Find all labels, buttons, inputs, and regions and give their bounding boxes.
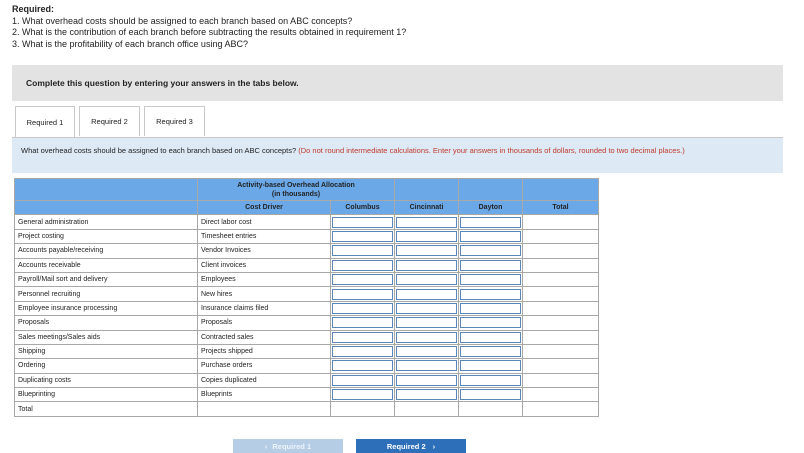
cost-driver-cell: Purchase orders (198, 359, 331, 373)
dayton-input[interactable] (460, 274, 521, 285)
cincinnati-cell (395, 229, 459, 243)
columbus-cell (331, 287, 395, 301)
requirement-item-3: 3. What is the profitability of each branch office using ABC? (12, 38, 248, 49)
dayton-cell (459, 215, 523, 229)
table-row (15, 373, 599, 387)
table-row (15, 215, 599, 229)
cost-driver-cell: Client invoices (198, 258, 331, 272)
total-dayton-cell (459, 402, 523, 416)
cincinnati-input[interactable] (396, 389, 457, 400)
requirement-item-2: 2. What is the contribution of each branch before subtracting the results obtained in requirement 1? (12, 27, 407, 37)
dayton-cell (459, 301, 523, 315)
table-title-line2: (in thousands) (271, 190, 321, 198)
cincinnati-input[interactable] (396, 360, 457, 371)
cost-driver-cell: New hires (198, 287, 331, 301)
cost-driver-cell: Insurance claims filed (198, 301, 331, 315)
row-total-cell (523, 244, 599, 258)
columbus-cell (331, 359, 395, 373)
columbus-input[interactable] (332, 245, 393, 256)
previous-button-label: Required 1 (272, 441, 312, 451)
dayton-input[interactable] (460, 360, 521, 371)
columbus-input[interactable] (332, 360, 393, 371)
columbus-cell (331, 330, 395, 344)
columbus-input[interactable] (332, 274, 393, 285)
columbus-input[interactable] (332, 289, 393, 300)
dayton-input[interactable] (460, 375, 521, 386)
total-row (15, 402, 599, 416)
total-cincinnati-cell (395, 402, 459, 416)
row-total-cell (523, 215, 599, 229)
chevron-left-icon: ‹ (264, 441, 268, 451)
tab-required-2[interactable] (79, 106, 140, 136)
dayton-cell (459, 330, 523, 344)
cincinnati-cell (395, 287, 459, 301)
total-total-cell (523, 402, 599, 416)
cincinnati-cell (395, 359, 459, 373)
columbus-input[interactable] (332, 375, 393, 386)
activity-cell: Employee insurance processing (15, 301, 198, 315)
cost-driver-cell: Direct labor cost (198, 215, 331, 229)
row-total-cell (523, 287, 599, 301)
chevron-right-icon: › (432, 441, 436, 451)
cincinnati-cell (395, 258, 459, 272)
cincinnati-cell (395, 373, 459, 387)
dayton-input[interactable] (460, 260, 521, 271)
table-row (15, 344, 599, 358)
activity-cell: Ordering (15, 359, 198, 373)
columbus-cell (331, 272, 395, 286)
instruction-banner: Complete this question by entering your answers in the tabs below. (12, 65, 783, 101)
cost-driver-cell: Copies duplicated (198, 373, 331, 387)
cincinnati-cell (395, 344, 459, 358)
activity-cell: Shipping (15, 344, 198, 358)
cincinnati-input[interactable] (396, 346, 457, 357)
total-row-driver (198, 402, 331, 416)
dayton-input[interactable] (460, 332, 521, 343)
question-text: What overhead costs should be assigned to each branch based on ABC concepts? (21, 146, 299, 155)
table-title-line1: Activity-based Overhead Allocation (237, 181, 355, 189)
cincinnati-cell (395, 215, 459, 229)
header-blank (523, 179, 599, 201)
activity-cell: Accounts payable/receiving (15, 244, 198, 258)
columbus-cell (331, 258, 395, 272)
cincinnati-input[interactable] (396, 332, 457, 343)
dayton-cell (459, 287, 523, 301)
next-required-button[interactable] (356, 439, 466, 453)
cincinnati-input[interactable] (396, 231, 457, 242)
next-button-label: Required 2 (386, 441, 426, 451)
column-header-cost-driver: Cost Driver (198, 201, 331, 215)
table-row (15, 301, 599, 315)
row-total-cell (523, 272, 599, 286)
activity-cell: Sales meetings/Sales aids (15, 330, 198, 344)
table-row (15, 244, 599, 258)
dayton-cell (459, 359, 523, 373)
dayton-input[interactable] (460, 231, 521, 242)
dayton-input[interactable] (460, 217, 521, 228)
question-note: (Do not round intermediate calculations. Enter your answers in thousands of dollars, rounded to two decimal places.) (298, 146, 685, 155)
columbus-cell (331, 244, 395, 258)
table-row (15, 258, 599, 272)
header-blank-activity (15, 179, 198, 201)
tab-required-3[interactable] (144, 106, 205, 136)
columbus-cell (331, 316, 395, 330)
columbus-input[interactable] (332, 346, 393, 357)
columbus-input[interactable] (332, 217, 393, 228)
table-row (15, 359, 599, 373)
previous-required-button[interactable] (233, 439, 343, 453)
dayton-cell (459, 316, 523, 330)
dayton-input[interactable] (460, 346, 521, 357)
cost-driver-cell: Proposals (198, 316, 331, 330)
cincinnati-input[interactable] (396, 274, 457, 285)
cincinnati-cell (395, 316, 459, 330)
activity-cell: Personnel recruiting (15, 287, 198, 301)
cost-driver-cell: Timesheet entries (198, 229, 331, 243)
cost-driver-cell: Projects shipped (198, 344, 331, 358)
dayton-input[interactable] (460, 245, 521, 256)
total-row-label: Total (15, 402, 198, 416)
columbus-input[interactable] (332, 332, 393, 343)
requirements-block (12, 4, 406, 50)
overhead-allocation-table (14, 178, 599, 417)
cincinnati-input[interactable] (396, 289, 457, 300)
cincinnati-input[interactable] (396, 303, 457, 314)
dayton-cell (459, 344, 523, 358)
row-total-cell (523, 330, 599, 344)
activity-cell: General administration (15, 215, 198, 229)
dayton-cell (459, 272, 523, 286)
activity-cell: Project costing (15, 229, 198, 243)
table-row (15, 287, 599, 301)
activity-cell: Payroll/Mail sort and delivery (15, 272, 198, 286)
cincinnati-input[interactable] (396, 317, 457, 328)
table-row (15, 272, 599, 286)
activity-cell: Duplicating costs (15, 373, 198, 387)
cincinnati-cell (395, 388, 459, 402)
cost-driver-cell: Employees (198, 272, 331, 286)
cost-driver-cell: Blueprints (198, 388, 331, 402)
dayton-cell (459, 373, 523, 387)
dayton-input[interactable] (460, 303, 521, 314)
requirements-title: Required: (12, 4, 55, 14)
columbus-cell (331, 215, 395, 229)
row-total-cell (523, 301, 599, 315)
column-header-dayton: Dayton (459, 201, 523, 215)
columbus-input[interactable] (332, 303, 393, 314)
row-total-cell (523, 373, 599, 387)
cincinnati-input[interactable] (396, 245, 457, 256)
tab-label: Required 1 (26, 118, 64, 127)
question-box (12, 138, 783, 173)
activity-cell: Blueprinting (15, 388, 198, 402)
row-total-cell (523, 388, 599, 402)
activity-cell: Accounts receivable (15, 258, 198, 272)
table-row (15, 316, 599, 330)
dayton-input[interactable] (460, 389, 521, 400)
column-header-columbus: Columbus (331, 201, 395, 215)
header-blank (459, 179, 523, 201)
cincinnati-cell (395, 244, 459, 258)
table-row (15, 330, 599, 344)
dayton-cell (459, 244, 523, 258)
row-total-cell (523, 316, 599, 330)
activity-cell: Proposals (15, 316, 198, 330)
dayton-input[interactable] (460, 317, 521, 328)
row-total-cell (523, 344, 599, 358)
header-blank-activity (15, 201, 198, 215)
columbus-cell (331, 301, 395, 315)
dayton-cell (459, 258, 523, 272)
cost-driver-cell: Vendor Invoices (198, 244, 331, 258)
table-row (15, 229, 599, 243)
row-total-cell (523, 258, 599, 272)
columbus-cell (331, 344, 395, 358)
columbus-cell (331, 388, 395, 402)
table-body (15, 215, 599, 402)
cincinnati-cell (395, 301, 459, 315)
header-blank (395, 179, 459, 201)
row-total-cell (523, 359, 599, 373)
total-columbus-cell (331, 402, 395, 416)
columbus-cell (331, 373, 395, 387)
columbus-input[interactable] (332, 389, 393, 400)
column-header-total: Total (523, 201, 599, 215)
table-row (15, 388, 599, 402)
dayton-cell (459, 229, 523, 243)
columbus-input[interactable] (332, 231, 393, 242)
columbus-input[interactable] (332, 260, 393, 271)
cincinnati-input[interactable] (396, 375, 457, 386)
dayton-cell (459, 388, 523, 402)
tab-label: Required 3 (156, 117, 193, 126)
cincinnati-cell (395, 272, 459, 286)
cincinnati-input[interactable] (396, 260, 457, 271)
table-title (198, 179, 395, 201)
columbus-cell (331, 229, 395, 243)
tab-label: Required 2 (91, 117, 128, 126)
column-header-cincinnati: Cincinnati (395, 201, 459, 215)
cincinnati-input[interactable] (396, 217, 457, 228)
cincinnati-cell (395, 330, 459, 344)
requirement-item-1: 1. What overhead costs should be assigned to each branch based on ABC concepts? (12, 15, 353, 26)
tab-required-1[interactable] (15, 106, 75, 138)
cost-driver-cell: Contracted sales (198, 330, 331, 344)
dayton-input[interactable] (460, 289, 521, 300)
columbus-input[interactable] (332, 317, 393, 328)
row-total-cell (523, 229, 599, 243)
